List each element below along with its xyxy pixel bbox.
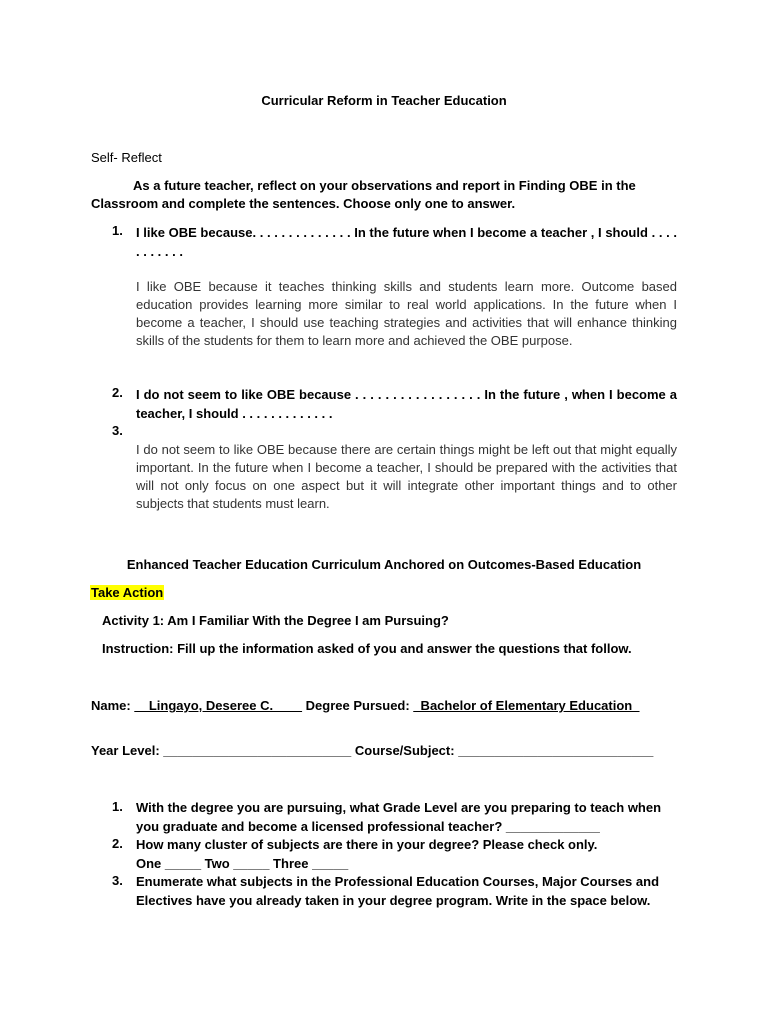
item-3-number: 3. (112, 423, 123, 438)
item-3-answer: I do not seem to like OBE because there are certain things might be left out that might equally important. In the future when I become a teacher, I should be prepared with the activities that will not only focus on one aspect but it will integrate other important things and to other subjects that students must learn. (136, 442, 677, 511)
question-2-options: One _____ Two _____ Three _____ (136, 856, 349, 871)
year-label: Year Level: (91, 743, 160, 758)
question-2-number: 2. (112, 836, 123, 851)
name-label: Name: (91, 698, 131, 713)
question-1-text: With the degree you are pursuing, what Grade Level are you preparing to teach when you graduate and become a licensed professional teacher? _____________ (136, 800, 662, 834)
name-degree-line (91, 697, 678, 715)
activity-heading: Activity 1: Am I Familiar With the Degree I am Pursuing? (102, 613, 449, 628)
question-2-text: How many cluster of subjects are there in your degree? Please check only. (136, 837, 598, 852)
take-action-highlight: Take Action (91, 585, 164, 600)
item-2-prompt: I do not seem to like OBE because . . . . . . . . . . . . . . . . . In the future , when I become a teacher, I should . . . . . . . . . . . . . (136, 387, 677, 421)
self-reflect-heading: Self- Reflect (91, 150, 162, 165)
item-2-number: 2. (112, 385, 123, 400)
course-label: Course/Subject: (354, 743, 455, 758)
degree-label: Degree Pursued: (305, 698, 410, 713)
item-1-answer: I like OBE because it teaches thinking skills and students learn more. Outcome based education provides learning more similar to real world applications. In the future when I become a teacher, I should use teaching strategies and activities that will enhance thinking skills of the students for them to learn more and achieved the OBE purpose. (136, 279, 677, 348)
intro-paragraph: As a future teacher, reflect on your observations and report in Finding OBE in the Classroom and complete the sentences. Choose only one to answer. (91, 178, 636, 211)
document-title: Curricular Reform in Teacher Education (261, 93, 507, 108)
item-1-prompt: I like OBE because. . . . . . . . . . . . . . In the future when I become a teacher , I should . . . . . . . . . . . (136, 225, 677, 259)
item-1-number: 1. (112, 223, 123, 238)
course-blank: ___________________________ (458, 743, 654, 758)
name-value: __Lingayo, Deseree C.____ (134, 698, 303, 713)
year-blank: __________________________ (163, 743, 352, 758)
section-heading: Enhanced Teacher Education Curriculum Anchored on Outcomes-Based Education (126, 557, 642, 572)
question-3-number: 3. (112, 873, 123, 888)
degree-value: _Bachelor of Elementary Education_ (413, 698, 640, 713)
instruction-text: Instruction: Fill up the information asked of you and answer the questions that follow. (102, 641, 632, 656)
question-1-number: 1. (112, 799, 123, 814)
question-3-text: Enumerate what subjects in the Professional Education Courses, Major Courses and Electives have you already taken in your degree program. Write in the space below. (136, 874, 660, 908)
year-course-line (91, 743, 691, 758)
